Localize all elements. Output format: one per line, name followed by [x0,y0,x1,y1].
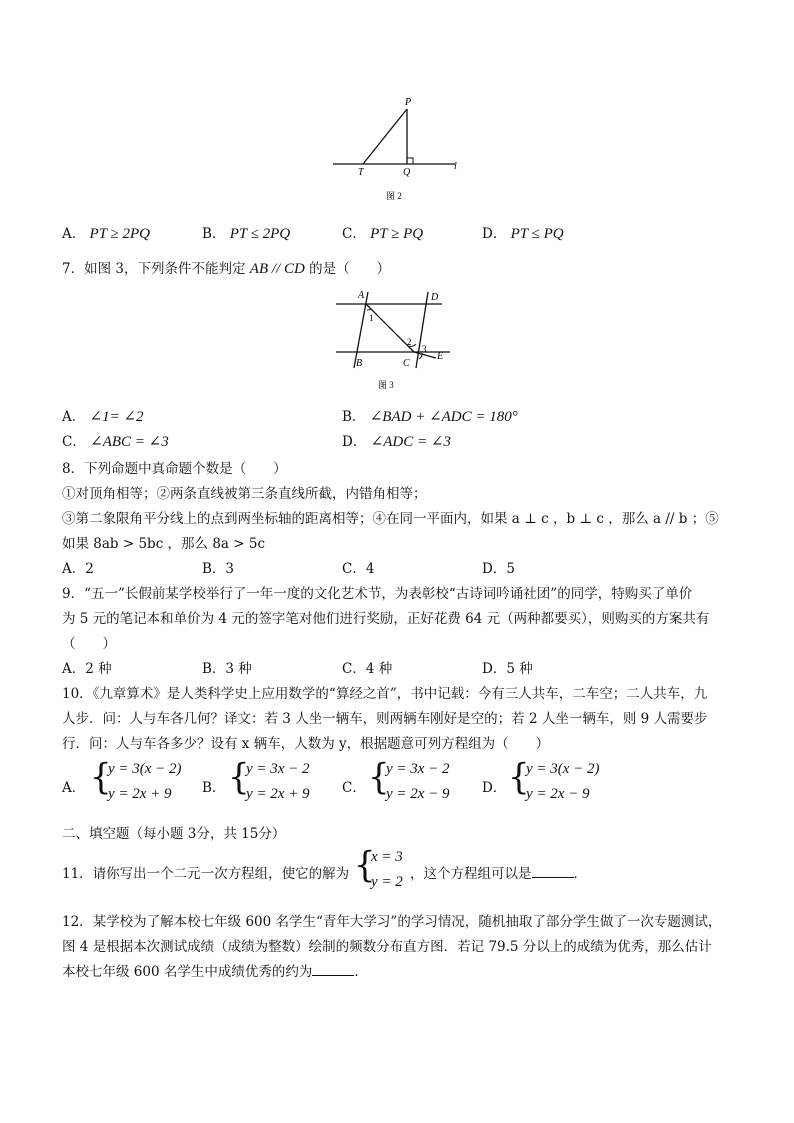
brace-icon: { [368,756,390,798]
q12-line-3-end: ． [354,964,368,980]
option-letter: C． [342,226,366,242]
q11-text-b: ，这个方程组可以是 [410,866,532,882]
option-letter: A． [62,661,86,677]
q8-line-3: 如果 8ab > 5bc ，那么 8a > 5c [62,536,266,552]
option-expr: ∠1= ∠2 [89,409,144,425]
option-expr: 2 [85,561,94,577]
option-expr: 3 种 [225,661,252,677]
option-expr: ∠ABC = ∠3 [90,434,169,450]
brace-icon: { [228,756,250,798]
q8-line-1: ①对顶角相等；②两条直线被第三条直线所截，内错角相等； [62,486,427,502]
brace-icon: { [354,844,376,886]
q9-line-1: 9．“五一”长假前某学校举行了一年一度的文化艺术节，为表彰校“古诗词吟诵社团”的同学，特购买了单价 [62,586,693,602]
equation-1: y = 3x − 2 [246,761,310,777]
q11-text-c: ． [573,866,587,882]
q6-option-c[interactable] [342,222,423,243]
brace-icon: { [90,756,112,798]
option-letter: A． [62,226,86,242]
q12-line-1: 12．某学校为了解本校七年级 600 名学生“青年大学习”的学习情况，随机抽取了部分学生做了一次专题测试， [62,914,722,930]
q7-stem-a: 7．如图 3，下列条件不能判定 [62,261,246,277]
option-expr: ∠BAD + ∠ADC = 180° [369,409,518,425]
q9-option-a[interactable] [62,657,112,677]
equation-2: y = 2x − 9 [526,786,590,802]
option-letter: D． [342,434,367,450]
q7-option-a[interactable] [62,405,144,426]
fig3-label-A: A [358,290,365,301]
option-letter: A． [62,561,86,577]
option-expr: 5 [506,561,515,577]
q7-stem-b: 的是（ ） [309,261,391,277]
option-expr: 2 种 [85,661,112,677]
q11-equation-1: x = 3 [371,849,403,865]
option-expr: 5 种 [506,661,533,677]
q12-line-3: 本校七年级 600 名学生中成绩优秀的约为 [62,964,313,980]
option-letter: D． [482,561,507,577]
q10-line-1: 10．《九章算术》是人类科学史上应用数学的“算经之首”，书中记载：今有三人共车，二车空；二人共车，九 [62,686,708,702]
section-title: 二、填空题（每小题 3分，共 15分） [62,826,286,842]
option-expr: PT ≥ PQ [370,226,424,242]
brace-icon: { [508,756,530,798]
fig3-label-B: B [356,358,363,369]
option-expr: PT ≤ PQ [510,226,564,242]
fig3-label-3: 3 [422,344,427,354]
q7-option-c[interactable] [62,430,169,451]
q11-text-a: 11．请你写出一个二元一次方程组，使它的解为 [62,866,350,882]
q12-answer-blank[interactable] [312,963,354,976]
q8-option-c[interactable] [342,557,374,577]
q8-option-a[interactable] [62,557,94,577]
option-expr: PT ≤ 2PQ [229,226,291,242]
option-expr: 4 种 [365,661,393,677]
option-letter: B． [202,561,226,577]
option-letter: B． [202,661,226,677]
q6-option-d[interactable] [482,222,564,243]
option-letter: C． [62,434,86,450]
q6-option-a[interactable] [62,222,150,243]
q9-line-2: 为 5 元的笔记本和单价为 4 元的签字笔对他们进行奖励，正好花费 64 元（两种都要买），则购买的方案共有 [62,611,710,627]
q9-option-c[interactable] [342,657,392,677]
fig3-label-D: D [431,292,439,303]
figure-2 [325,95,465,205]
equation-2: y = 2x − 9 [386,786,450,802]
fig3-caption: 图 3 [378,380,394,390]
q7-option-d[interactable] [342,430,451,451]
q7-stem [62,257,390,278]
q8-line-2: ③第二象限角平分线上的点到两坐标轴的距离相等；④在同一平面内，如果 a ⊥ c ，b ⊥ c ，那么 a // b ；⑤ [62,511,719,527]
q8-option-b[interactable] [202,557,234,577]
option-expr: 4 [365,561,375,577]
q11-answer-blank[interactable] [532,865,574,878]
q10-line-2: 人步．问：人与车各几何？译文：若 3 人坐一辆车，则两辆车刚好是空的；若 2 人坐一辆车，则 9 人需要步 [62,711,708,727]
q9-option-d[interactable] [482,657,533,677]
q6-option-b[interactable] [202,222,290,243]
q7-stem-math: AB // CD [249,261,305,277]
fig2-label-Q: Q [403,167,411,178]
option-letter: C． [342,780,366,796]
fig3-label-2: 2 [407,337,412,347]
fig2-label-l: l [454,161,457,172]
option-letter: C． [342,661,366,677]
q9-line-3: （ ） [62,636,116,652]
option-expr: ∠ADC = ∠3 [370,434,451,450]
equation-1: y = 3(x − 2) [108,761,182,777]
fig2-caption: 图 2 [386,191,402,201]
option-letter: A． [62,409,86,425]
q9-option-b[interactable] [202,657,252,677]
q11-text-b-row [410,862,587,882]
fig2-label-P: P [405,97,412,108]
q12-line-2: 图 4 是根据本次测试成绩（成绩为整数）绘制的频数分布直方图．若记 79.5 分以上的成绩为优秀，那么估计 [62,939,712,955]
q7-option-b[interactable] [342,405,518,426]
option-letter: D． [482,780,507,796]
option-expr: PT ≥ 2PQ [89,226,151,242]
q8-stem: 8．下列命题中真命题个数是（ ） [62,461,287,477]
q11-equation-2: y = 2 [371,874,403,890]
equation-1: y = 3(x − 2) [526,761,600,777]
option-letter: A． [62,780,86,796]
equation-2: y = 2x + 9 [246,786,310,802]
q8-option-d[interactable] [482,557,515,577]
option-letter: D． [482,661,507,677]
fig2-label-T: T [358,167,364,178]
fig3-label-C: C [403,358,410,369]
option-expr: 3 [225,561,235,577]
option-letter: C． [342,561,366,577]
equation-2: y = 2x + 9 [108,786,172,802]
figure-3 [330,282,460,394]
fig3-label-1: 1 [369,313,374,323]
option-letter: B． [202,780,226,796]
option-letter: B． [202,226,226,242]
equation-1: y = 3x − 2 [386,761,450,777]
q10-line-3: 行．问：人与车各多少？设有 x 辆车，人数为 y，根据题意可列方程组为（ ） [62,736,550,752]
fig3-label-E: E [437,351,444,362]
option-letter: D． [482,226,507,242]
q12-line-3-row [62,960,368,980]
option-letter: B． [342,409,366,425]
